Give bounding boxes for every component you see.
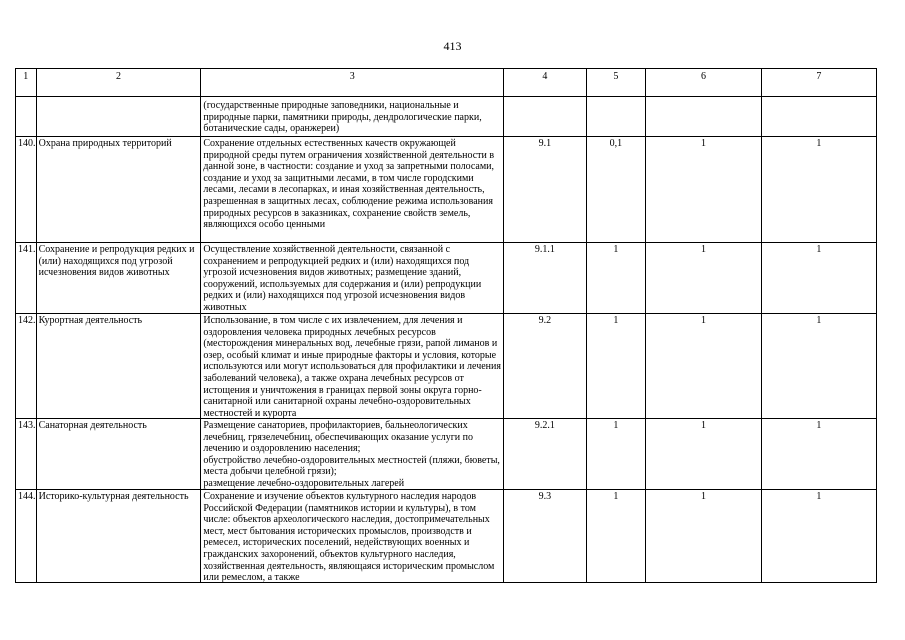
column-header-5: 5 — [586, 69, 646, 97]
row-value-6: 1 — [700, 420, 706, 431]
table-row — [16, 97, 877, 137]
row-name — [39, 98, 199, 136]
row-index: 143. — [18, 420, 36, 431]
row-value-7 — [764, 98, 874, 136]
row-value-6: 1 — [700, 315, 706, 326]
row-value-7: 1 — [816, 420, 822, 431]
row-index: 144. — [18, 491, 36, 502]
row-description: Сохранение и изучение объектов культурного наследия народов Российской Федерации (памятников истории и культуры), в том числе: объектов археологического наследия, достопримечательных мест, мест бытования исторических промыслов, производств и ремесел, исторических поселений, недействующих военных и гражданских захоронений, объектов культурного наследия, хозяйственная деятельность, являющаяся историческим промыслом или ремеслом, а также — [203, 491, 495, 584]
page-number: 413 — [443, 39, 462, 53]
row-name: Сохранение и репродукция редких и (или) находящихся под угрозой исчезновения видов животных — [38, 244, 195, 279]
row-value-5: 1 — [613, 420, 619, 431]
row-value-5: 0,1 — [609, 138, 623, 149]
row-description: (государственные природные заповедники, национальные и природные парки, памятники природы, дендрологические парки, ботанические сады, оранжереи) — [203, 100, 482, 135]
row-description: Использование, в том числе с их извлечением, для лечения и оздоровления человека природных лечебных ресурсов (месторождения минеральных вод, лечебные грязи, рапой лиманов и озер, особый климат и иные природные факторы и условия, которые используются или могут использоваться для профилактики и лечения заболеваний человека), а также охрана лечебных ресурсов от истощения и уничтожения в границах первой зоны округа горно-санитарной или санитарной охраны лечебно-оздоровительных местностей и курорта — [203, 315, 501, 419]
column-header-3: 3 — [201, 69, 504, 97]
row-name: Курортная деятельность — [38, 315, 143, 326]
row-value-7: 1 — [816, 491, 822, 502]
row-code: 9.3 — [538, 491, 552, 502]
table-row — [16, 243, 877, 314]
row-code: 9.1.1 — [534, 244, 555, 255]
row-value-7: 1 — [816, 138, 822, 149]
row-description: Осуществление хозяйственной деятельности, связанной с сохранением и репродукцией редких и (или) находящихся под угрозой исчезновения видов животных; размещение зданий, сооружений, используемых для содержания и (или) репродукции редких и (или) находящихся под угрозой исчезновения видов животных — [203, 244, 482, 313]
row-value-5: 1 — [613, 491, 619, 502]
row-code: 9.1 — [538, 138, 552, 149]
table-row — [16, 314, 877, 419]
row-value-6: 1 — [700, 491, 706, 502]
table-row — [16, 419, 877, 490]
row-name: Историко-культурная деятельность — [38, 491, 189, 502]
row-index: 142. — [18, 315, 36, 326]
row-code: 9.2 — [538, 315, 552, 326]
column-header-1: 1 — [16, 69, 37, 97]
row-value-6: 1 — [700, 244, 706, 255]
row-index — [18, 98, 34, 136]
land-use-table — [15, 68, 877, 583]
table-header-row — [16, 69, 877, 97]
row-value-6: 1 — [700, 138, 706, 149]
row-value-7: 1 — [816, 315, 822, 326]
row-value-6 — [648, 98, 758, 136]
row-value-7: 1 — [816, 244, 822, 255]
table-row — [16, 490, 877, 583]
column-header-2: 2 — [36, 69, 201, 97]
column-header-7: 7 — [761, 69, 876, 97]
row-value-5 — [589, 98, 644, 136]
row-description: Сохранение отдельных естественных качеств окружающей природной среды путем ограничения хозяйственной деятельности в данной зоне, в частности: создание и уход за запретными полосами, создание и уход за защитными лесами, в том числе городскими лесами, лесами в лесопарках, и иная хозяйственная деятельность, разрешенная в защитных лесах, соблюдение режима использования природных ресурсов в заказниках, сохранение свойств земель, являющихся особо ценными — [203, 138, 495, 231]
row-code: 9.2.1 — [534, 420, 555, 431]
row-value-5: 1 — [613, 244, 619, 255]
row-description: Размещение санаториев, профилакториев, бальнеологических лечебниц, грязелечебниц, обеспечивающих оказание услуги по лечению и оздоровлению населения; обустройство лечебно-оздоровительных местностей (пляжи, бюветы, места добычи целебной грязи); размещение лечебно-оздоровительных лагерей — [203, 420, 500, 489]
row-value-5: 1 — [613, 315, 619, 326]
row-name: Санаторная деятельность — [38, 420, 147, 431]
column-header-4: 4 — [504, 69, 586, 97]
row-index: 140. — [18, 138, 36, 149]
table-row — [16, 137, 877, 243]
row-code — [506, 98, 583, 136]
column-header-6: 6 — [646, 69, 761, 97]
row-index: 141. — [18, 244, 36, 255]
row-name: Охрана природных территорий — [38, 138, 172, 149]
